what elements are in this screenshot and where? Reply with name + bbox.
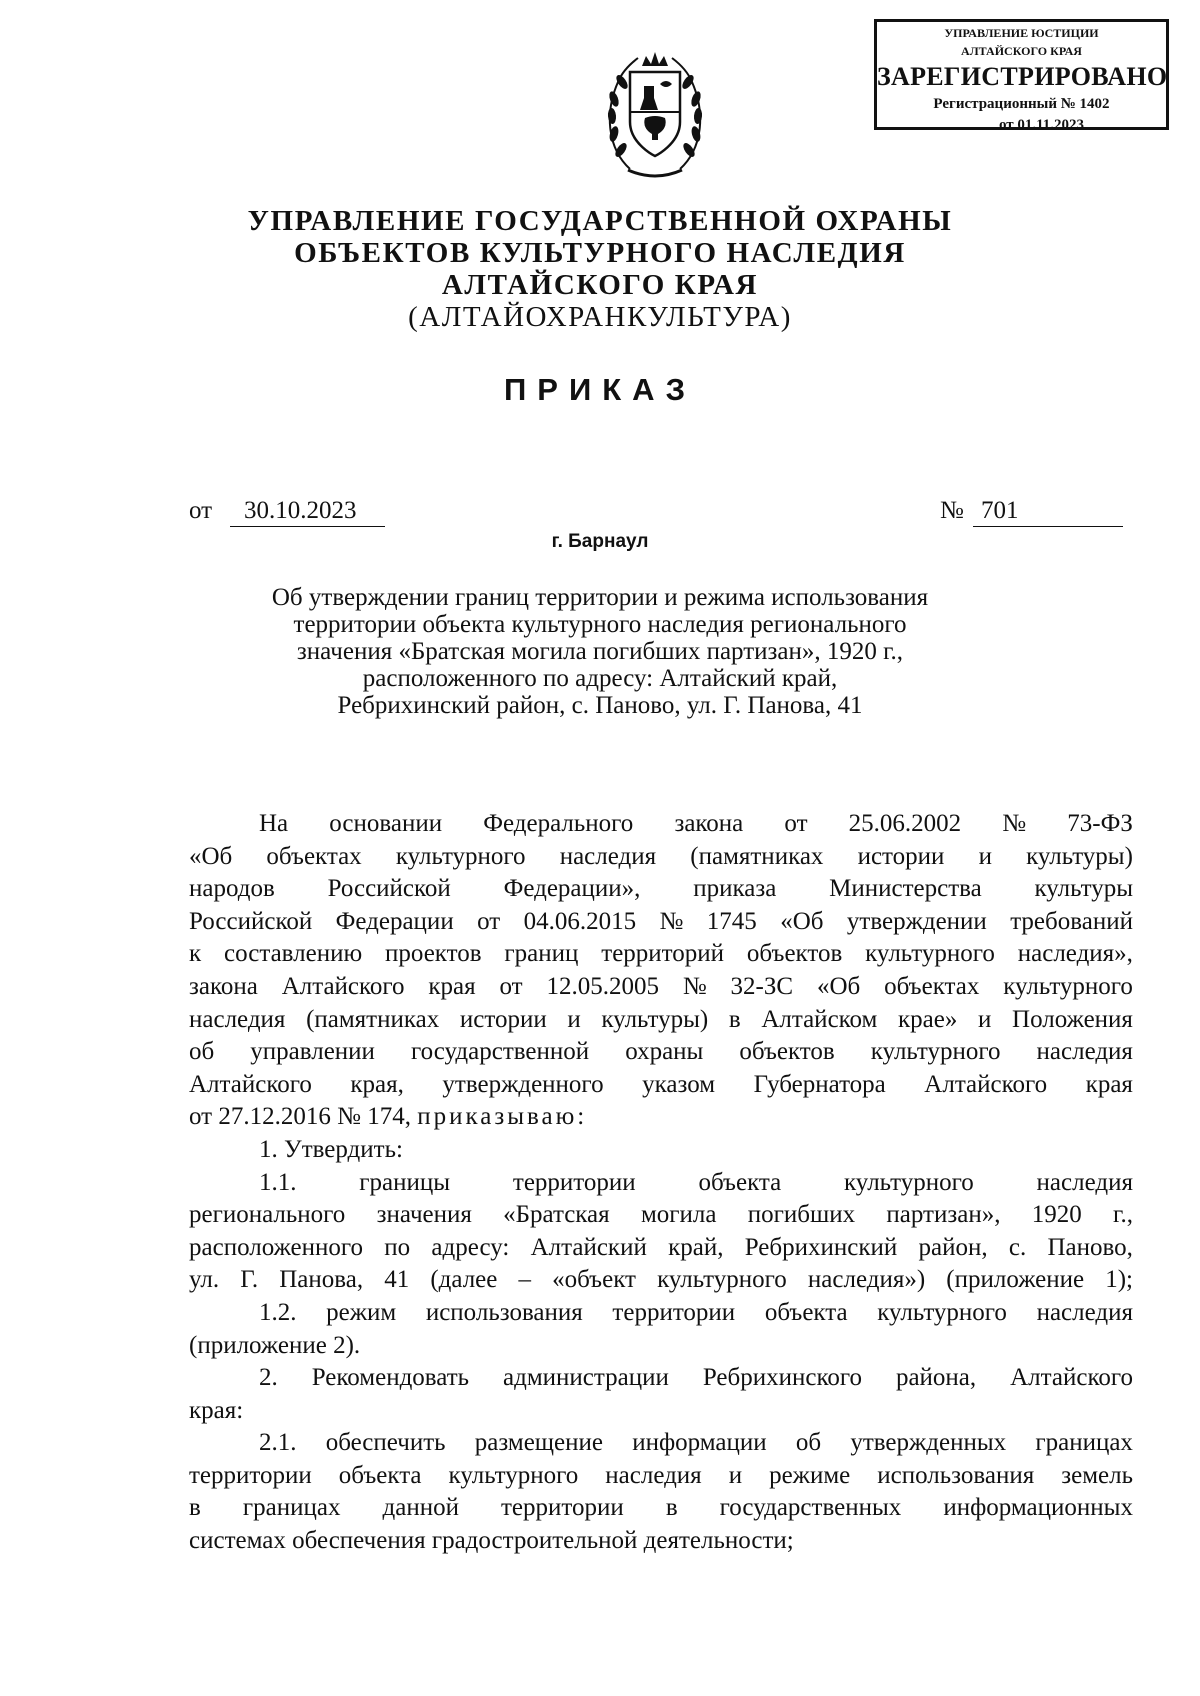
item-1-2-line: 1.2. режим использования территории объекта культурного наследия [259,1298,1133,1326]
body-line: На основании Федерального закона от 25.06.2002 № 73-ФЗ [259,810,1133,837]
org-name-line1: УПРАВЛЕНИЕ ГОСУДАРСТВЕННОЙ ОХРАНЫ [247,205,953,237]
item-2-line: края: [189,1396,244,1424]
body-line-last-intro [189,1101,1133,1134]
order-number-prefix: № [940,497,964,524]
item-1: 1. Утвердить: [259,1135,403,1163]
body-line: народов Российской Федерации», приказа Министерства культуры [189,875,1133,903]
body-line: «Об объектах культурного наследия (памятниках истории и культуры) [189,842,1133,870]
order-body [189,808,1133,1558]
intro-last-prefix: от 27.12.2016 № 174, [189,1103,411,1131]
item-1-1-line: 1.1. границы территории объекта культурного наследия [259,1168,1133,1196]
body-line: наследия (памятниках истории и культуры) в Алтайском крае» и Положения [189,1005,1133,1033]
item-2-1-line: системах обеспечения градостроительной деятельности; [189,1527,794,1555]
item-1-1-line: расположенного по адресу: Алтайский край, Ребрихинский район, с. Паново, [189,1233,1133,1261]
body-line: об управлении государственной охраны объектов культурного наследия [189,1038,1133,1066]
body-line: закона Алтайского края от 12.05.2005 № 32-ЗС «Об объектах культурного [189,972,1133,1000]
stamp-reg-number: Регистрационный № 1402 [933,96,1110,112]
stamp-reg-date: от 01.11.2023 [998,117,1085,133]
org-abbreviation: (АЛТАЙОХРАНКУЛЬТУРА) [408,301,792,333]
stamp-status: ЗАРЕГИСТРИРОВАНО [877,62,1168,91]
subject-line: значения «Братская могила погибших партизан», 1920 г., [296,638,904,665]
organization-header [0,205,1200,333]
altai-krai-coat-of-arms-icon [600,44,710,184]
subject-line: Ребрихинский район, с. Паново, ул. Г. Панова, 41 [337,692,863,719]
order-number: 701 [973,496,1123,527]
order-date-prefix: от [189,497,213,524]
subject-line: расположенного по адресу: Алтайский край, [362,665,838,692]
order-date: 30.10.2023 [230,496,385,527]
item-1-2-line: (приложение 2). [189,1331,361,1359]
body-line: Российской Федерации от 04.06.2015 № 1745 «Об утверждении требований [189,907,1133,935]
registration-stamp [874,19,1169,133]
order-subject [0,584,1200,719]
body-line: к составлению проектов границ территорий объектов культурного наследия», [189,940,1133,968]
item-2-1-line: территории объекта культурного наследия и режиме использования земель [189,1461,1133,1489]
item-2-line: 2. Рекомендовать администрации Ребрихинского района, Алтайского [259,1364,1133,1392]
item-1-1-line: регионального значения «Братская могила погибших партизан», 1920 г., [189,1201,1133,1229]
stamp-authority-line1: УПРАВЛЕНИЕ ЮСТИЦИИ [944,26,1099,40]
item-2-1-line: 2.1. обеспечить размещение информации об утвержденных границах [259,1429,1133,1457]
intro-decree-word: приказываю: [417,1103,588,1131]
document-type-title: ПРИКАЗ [504,372,696,407]
org-name-line2: ОБЪЕКТОВ КУЛЬТУРНОГО НАСЛЕДИЯ [294,237,906,269]
item-1-1-line: ул. Г. Панова, 41 (далее – «объект культурного наследия») (приложение 1); [189,1266,1133,1294]
subject-line: Об утверждении границ территории и режима использования [271,584,929,611]
org-name-line3: АЛТАЙСКОГО КРАЯ [441,269,759,301]
subject-line: территории объекта культурного наследия регионального [293,611,907,638]
order-city: г. Барнаул [551,531,649,552]
stamp-authority-line2: АЛТАЙСКОГО КРАЯ [961,44,1082,58]
item-2-1-line: в границах данной территории в государственных информационных [189,1494,1133,1522]
body-line: Алтайского края, утвержденного указом Губернатора Алтайского края [189,1070,1133,1098]
